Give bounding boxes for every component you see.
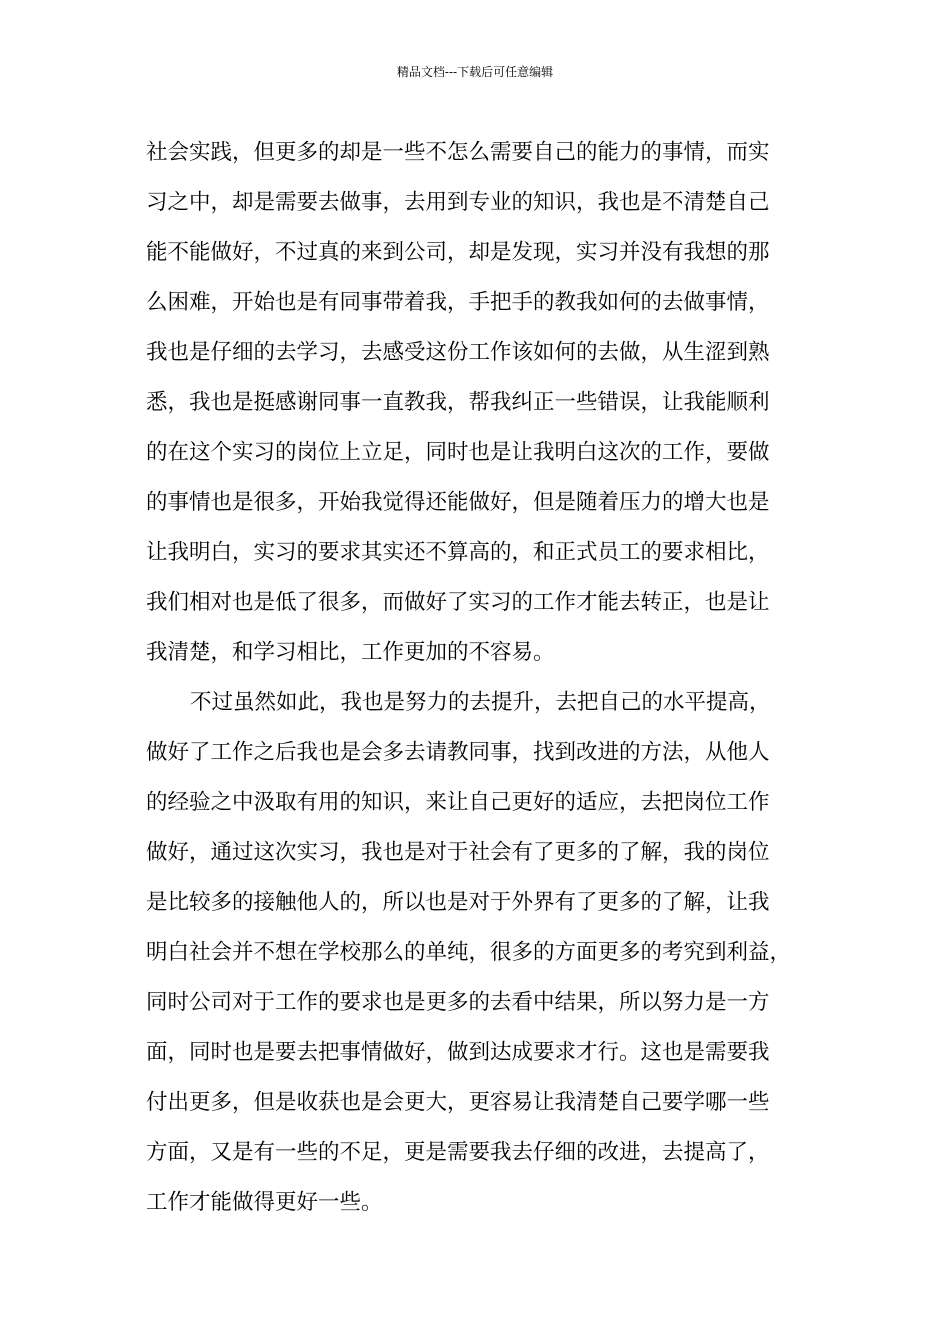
text-line: 悉，我也是挺感谢同事一直教我，帮我纠正一些错误，让我能顺利 [146, 390, 770, 415]
text-line: 明白社会并不想在学校那么的单纯，很多的方面更多的考究到利益， [146, 940, 792, 965]
text-line: 的在这个实习的岗位上立足，同时也是让我明白这次的工作，要做 [146, 440, 770, 465]
text-line: 让我明白，实习的要求其实还不算高的，和正式员工的要求相比， [146, 540, 770, 565]
text-line: 么困难，开始也是有同事带着我，手把手的教我如何的去做事情， [146, 290, 770, 315]
text-line: 我们相对也是低了很多，而做好了实习的工作才能去转正，也是让 [146, 590, 770, 615]
text-line: 方面，又是有一些的不足，更是需要我去仔细的改进，去提高了， [146, 1140, 770, 1165]
text-line: 面，同时也是要去把事情做好，做到达成要求才行。这也是需要我 [146, 1040, 770, 1065]
text-line: 是比较多的接触他人的，所以也是对于外界有了更多的了解，让我 [146, 890, 770, 915]
text-line: 做好，通过这次实习，我也是对于社会有了更多的了解，我的岗位 [146, 840, 770, 865]
paragraph-2 [146, 678, 826, 1228]
text-line: 社会实践，但更多的却是一些不怎么需要自己的能力的事情，而实 [146, 140, 770, 165]
text-line: 的经验之中汲取有用的知识，来让自己更好的适应，去把岗位工作 [146, 790, 770, 815]
text-line: 付出更多，但是收获也是会更大，更容易让我清楚自己要学哪一些 [146, 1090, 770, 1115]
text-line: 能不能做好，不过真的来到公司，却是发现，实习并没有我想的那 [146, 240, 770, 265]
text-line: 我也是仔细的去学习，去感受这份工作该如何的去做，从生涩到熟 [146, 340, 770, 365]
page-header: 精品文档---下载后可任意编辑 [396, 65, 554, 79]
text-line: 工作才能做得更好一些。 [146, 1190, 383, 1215]
text-line: 习之中，却是需要去做事，去用到专业的知识，我也是不清楚自己 [146, 190, 770, 215]
document-body [146, 128, 826, 1228]
text-line: 同时公司对于工作的要求也是更多的去看中结果，所以努力是一方 [146, 990, 770, 1015]
text-line: 我清楚，和学习相比，工作更加的不容易。 [146, 640, 555, 665]
text-line: 的事情也是很多，开始我觉得还能做好，但是随着压力的增大也是 [146, 490, 770, 515]
text-line: 做好了工作之后我也是会多去请教同事，找到改进的方法，从他人 [146, 740, 770, 765]
paragraph-1 [146, 128, 826, 678]
text-line: 不过虽然如此，我也是努力的去提升，去把自己的水平提高， [190, 690, 771, 715]
